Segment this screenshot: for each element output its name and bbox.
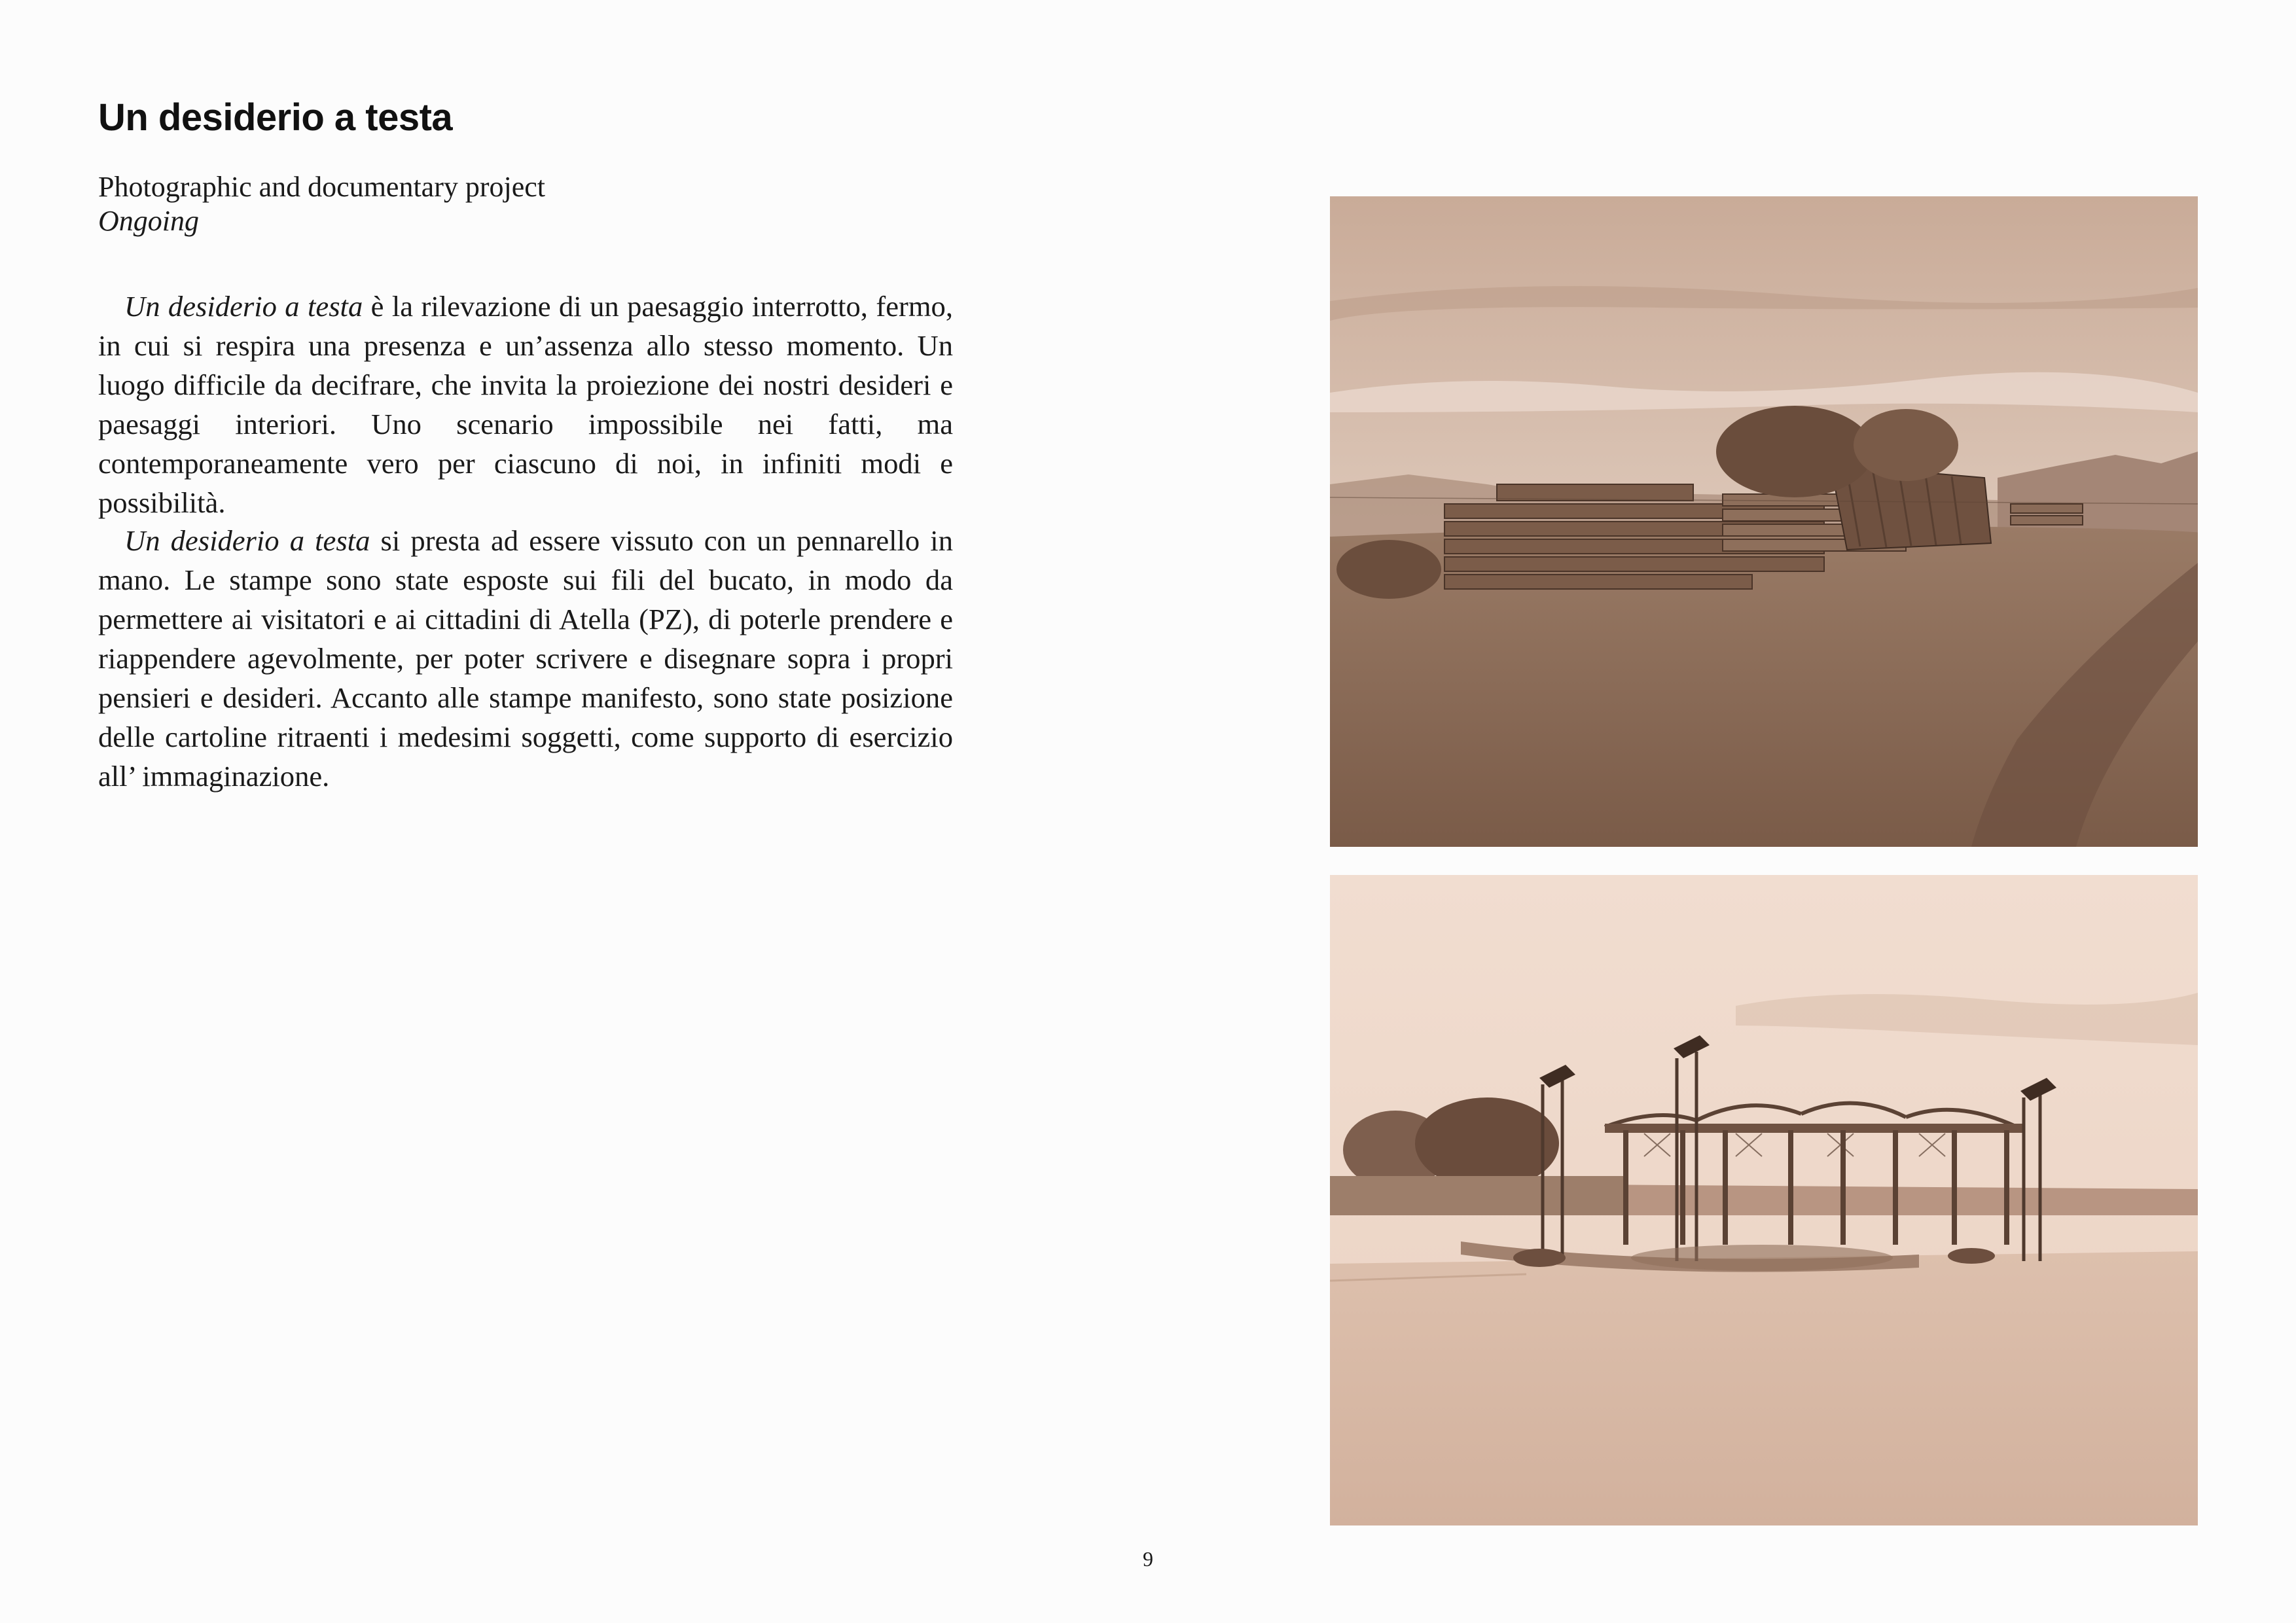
- project-type: Photographic and documentary project: [98, 171, 546, 203]
- project-name-inline: Un desiderio a testa: [124, 290, 363, 323]
- body-paragraph-2: [98, 521, 953, 796]
- paragraph-text: si presta ad essere vissuto con un pennarello in mano. Le stampe sono state esposte sui fili del bucato, in modo da permettere ai visitatori e ai cittadini di Atella (PZ), di poterle prendere e riappendere agevolmente, per poter scrivere e disegnare sopra i propri pensieri e desideri. Accanto alle stampe manifesto, sono state posizione delle cartoline ritraenti i medesimi soggetti, come supporto di esercizio all’ immaginazione.: [98, 524, 953, 793]
- page-number: 9: [1143, 1547, 1153, 1571]
- paragraph-text: è la rilevazione di un paesaggio interrotto, fermo, in cui si respira una presenza e un’assenza allo stesso momento. Un luogo difficile da decifrare, che invita la proiezione dei nostri desideri e paesaggi interiori. Uno scenario impossibile nei fatti, ma contemporaneamente vero per ciascuno di noi, in infiniti modi e possibilità.: [98, 290, 953, 519]
- project-name-inline: Un desiderio a testa: [124, 524, 370, 557]
- project-status: Ongoing: [98, 205, 199, 237]
- photo-canopy-parking-lot: [1330, 875, 2198, 1525]
- body-paragraph-1: [98, 287, 953, 522]
- photo-concrete-slabs: [1330, 196, 2198, 847]
- page-title: Un desiderio a testa: [98, 96, 453, 139]
